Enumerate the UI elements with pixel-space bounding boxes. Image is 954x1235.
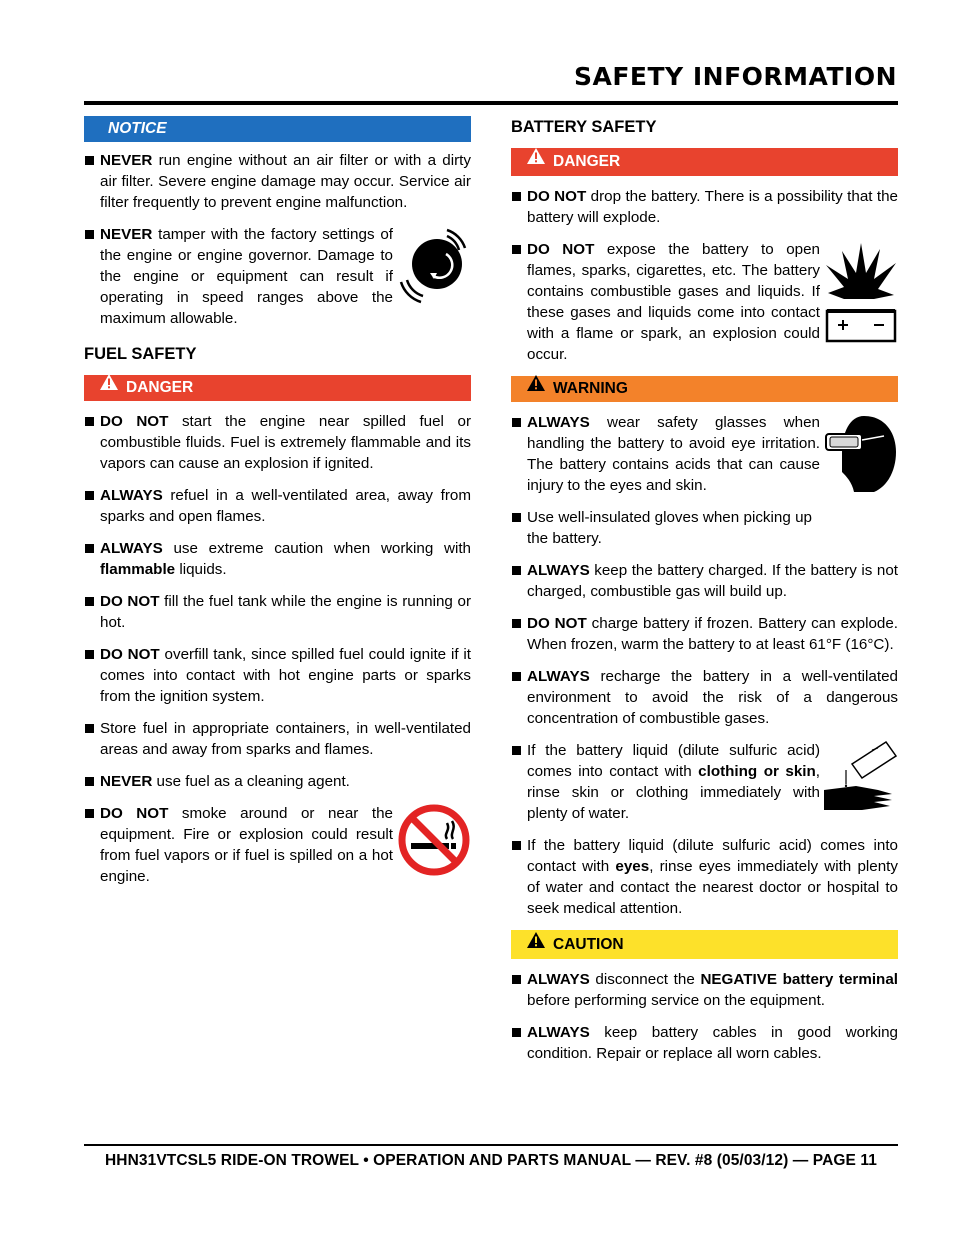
warning-triangle-icon [100,373,118,399]
item-text: If the battery liquid (dilute sulfuric acid) comes into contact with [527,742,820,780]
page-title: SAFETY INFORMATION [574,62,897,91]
no-smoking-icon-box [393,803,471,877]
danger-label: DANGER [553,153,621,170]
explosion-icon-box [820,239,898,343]
item-lead: DO NOT [100,805,169,822]
item-lead: ALWAYS [527,562,590,579]
warning-triangle-icon [527,929,545,958]
item-emphasis: clothing or skin [698,763,816,780]
list-item [511,507,812,549]
notice-label: NOTICE [108,120,167,137]
bullet-icon [512,418,521,427]
item-lead: DO NOT [100,646,160,663]
item-text: , rinse skin or clothing immediately with plenty of water. [527,763,820,822]
item-text: use extreme caution when working with [162,540,471,557]
item-text: run engine without an air filter or with a dirty air filter. Severe engine damage may occur. Service air filter frequently to prevent engine malfunction. [100,152,471,211]
item-text: Store fuel in appropriate containers, in well-ventilated areas and away from sparks and flames. [100,720,471,758]
left-column [84,116,471,898]
item-text: recharge the battery in a well-ventilated environment to avoid the risk of a dangerous concentration of combustible gases. [527,668,898,727]
item-text: liquids. [175,561,227,578]
bullet-icon [85,544,94,553]
battery-caution-banner [511,930,898,959]
item-lead: ALWAYS [527,1024,590,1041]
item-lead: DO NOT [527,241,595,258]
item-lead: ALWAYS [527,668,590,685]
bullet-icon [512,746,521,755]
bullet-icon [512,1028,521,1037]
bullet-icon [512,566,521,575]
bullet-icon [512,513,521,522]
bullet-icon [85,491,94,500]
page-footer: HHN31VTCSL5 RIDE-ON TROWEL • OPERATION AND PARTS MANUAL — REV. #8 (05/03/12) — PAGE 11 [105,1152,877,1169]
list-item [84,644,471,707]
no-smoking-icon [397,803,471,877]
list-item [511,666,898,729]
item-text: smoke around or near the equipment. Fire or explosion could result from fuel vapors or if fuel is spilled on a hot engine. [100,805,393,885]
item-text: start the engine near spilled fuel or combustible fluids. Fuel is extremely flammable and its vapors can cause an explosion if ignited. [100,413,471,472]
fuel-danger-banner [84,375,471,401]
bullet-icon [85,777,94,786]
acid-hand-icon [822,740,898,816]
list-item [84,718,471,760]
acid-item-row [511,740,898,835]
bullet-icon [512,975,521,984]
item-text: disconnect the [589,971,701,988]
bullet-icon [512,192,521,201]
item-lead: NEVER [100,773,153,790]
battery-danger-banner [511,148,898,176]
item-text: overfill tank, since spilled fuel could ignite if it comes into contact with hot engine parts or sparks from the ignition system. [100,646,472,705]
item-lead: DO NOT [527,615,587,632]
item-text: tamper with the factory settings of the engine or engine governor. Damage to the engine or equipment can result if operating in speed ranges above the maximum allowable. [100,226,393,327]
bullet-icon [512,619,521,628]
item-lead: DO NOT [100,413,169,430]
list-item [511,412,820,496]
bullet-icon [85,417,94,426]
list-item [84,224,393,329]
list-item [84,538,471,580]
danger-label: DANGER [126,379,194,396]
bullet-icon [85,724,94,733]
battery-safety-heading: BATTERY SAFETY [511,118,657,136]
item-lead: DO NOT [100,593,160,610]
item-text: use fuel as a cleaning agent. [152,773,350,790]
item-lead: ALWAYS [527,414,590,431]
bullet-icon [85,156,94,165]
acid-icon-box [820,740,898,816]
item-text: fill the fuel tank while the engine is running or hot. [100,593,471,631]
list-item [84,150,471,213]
item-emphasis: eyes [615,858,650,875]
list-item [511,239,820,365]
list-item [511,613,898,655]
bullet-icon [85,650,94,659]
bullet-icon [85,230,94,239]
item-lead: NEVER [100,226,153,243]
no-smoking-item-row [84,803,471,898]
fuel-safety-heading: FUEL SAFETY [84,345,197,363]
safety-glasses-icon [824,412,898,496]
explosion-item-row [511,239,898,376]
governor-icon-box [393,224,471,306]
right-column [511,116,898,1075]
bullet-icon [85,809,94,818]
item-text: before performing service on the equipment. [527,992,826,1009]
bullet-icon [512,672,521,681]
item-text: wear safety glasses when handling the battery to avoid eye irritation. The battery contains acids that can cause injury to the eyes and skin. [527,414,820,494]
item-lead: ALWAYS [100,487,163,504]
list-item [511,969,898,1011]
list-item [511,1022,898,1064]
engine-speed-icon [397,224,471,306]
list-item [84,485,471,527]
item-emphasis: NEGATIVE battery terminal [700,971,898,988]
list-item [511,560,898,602]
list-item [84,803,393,887]
top-rule [84,101,898,105]
item-text: Use well-insulated gloves when picking up the battery. [527,509,812,547]
item-text: refuel in a well-ventilated area, away from sparks and open flames. [100,487,471,525]
list-item [511,740,820,824]
item-text: If the battery liquid (dilute sulfuric acid) comes into contact with [527,837,898,875]
item-text: drop the battery. There is a possibility that the battery will explode. [527,188,898,226]
glasses-icon-box [820,412,898,496]
list-item [84,591,471,633]
item-text: expose the battery to open flames, sparks, cigarettes, etc. The battery contains combustible gases and liquids. If these gases and liquids come into contact with a flame or spark, an explosion could occur. [527,241,820,363]
item-text: keep the battery charged. If the battery is not charged, combustible gas will build up. [527,562,898,600]
list-item [84,771,471,792]
item-emphasis: flammable [100,561,176,578]
glasses-item-row [511,412,898,507]
item-text: keep battery cables in good working condition. Repair or replace all worn cables. [527,1024,898,1062]
item-lead: ALWAYS [100,540,163,557]
caution-label: CAUTION [553,936,624,953]
list-item [511,835,898,919]
item-lead: DO NOT [527,188,587,205]
bottom-rule [84,1144,898,1146]
bullet-icon [512,245,521,254]
list-item [511,186,898,228]
notice-banner [84,116,471,142]
battery-warning-banner [511,376,898,402]
item-text: charge battery if frozen. Battery can explode. When frozen, warm the battery to at least 61°F (16°C). [527,615,898,653]
bullet-icon [85,597,94,606]
item-lead: NEVER [100,152,153,169]
warning-label: WARNING [553,380,628,397]
bullet-icon [512,841,521,850]
list-item [84,411,471,474]
item-text: , rinse eyes immediately with plenty of water and contact the nearest doctor or hospital to seek medical attention. [527,858,898,917]
governor-item-row [84,224,471,343]
item-lead: ALWAYS [527,971,590,988]
battery-explosion-icon [824,239,898,343]
warning-triangle-icon [527,374,545,400]
warning-triangle-icon [527,146,545,174]
